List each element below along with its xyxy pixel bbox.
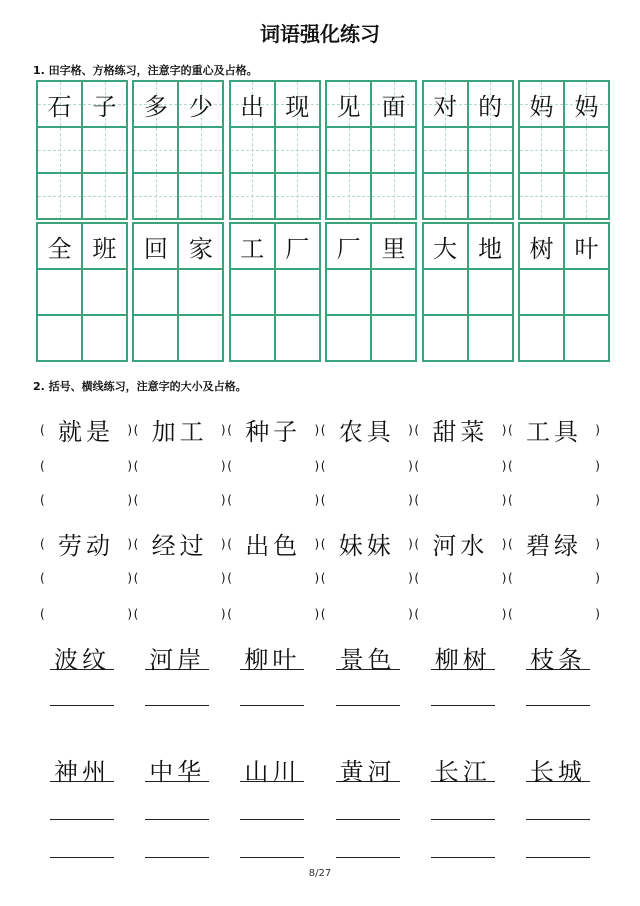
character: 家 (188, 234, 213, 263)
bracket-blank[interactable] (508, 564, 600, 592)
blank-space[interactable] (45, 600, 128, 628)
bracket-word (134, 412, 226, 447)
practice-cell[interactable] (519, 127, 564, 173)
word: 农具 (338, 418, 395, 446)
blank-space[interactable] (232, 486, 315, 514)
practice-cell[interactable] (133, 315, 178, 361)
blank-space[interactable] (325, 600, 408, 628)
open-paren: ( (414, 493, 420, 507)
bracket-row (40, 412, 600, 447)
character: 见 (336, 92, 361, 121)
blank-line[interactable] (240, 828, 304, 858)
line-row (50, 790, 590, 820)
underlined-word: 长江 (431, 752, 495, 782)
open-paren: ( (320, 493, 326, 507)
blank-line[interactable] (336, 828, 400, 858)
open-paren: ( (133, 607, 139, 621)
blank-line[interactable] (336, 790, 400, 820)
close-paren: ) (314, 607, 320, 621)
practice-cell[interactable] (275, 315, 320, 361)
blank-space[interactable] (325, 564, 408, 592)
bracket-row (40, 486, 600, 514)
close-paren: ) (595, 571, 600, 585)
bracket-blank[interactable] (40, 564, 132, 592)
blank-space[interactable] (232, 600, 315, 628)
close-paren: ) (127, 536, 132, 551)
practice-cell[interactable] (37, 173, 82, 219)
open-paren: ( (320, 607, 326, 621)
open-paren: ( (320, 571, 326, 585)
close-paren: ) (408, 422, 413, 437)
practice-cell[interactable] (371, 269, 416, 315)
character: 的 (478, 92, 503, 121)
bracket-blank[interactable] (134, 564, 226, 592)
close-paren: ) (408, 493, 413, 507)
blank-line[interactable] (240, 676, 304, 706)
practice-cell[interactable] (519, 315, 564, 361)
practice-cell[interactable] (326, 269, 371, 315)
practice-cell[interactable] (133, 127, 178, 173)
character: 少 (188, 92, 213, 121)
character: 叶 (574, 234, 599, 263)
word: 碧绿 (525, 532, 582, 560)
practice-cell[interactable] (326, 127, 371, 173)
bracket-word (40, 526, 132, 561)
bracket-blank[interactable] (134, 452, 226, 480)
bracket-row (40, 452, 600, 480)
blank-space[interactable] (513, 564, 596, 592)
practice-cell[interactable] (564, 173, 609, 219)
close-paren: ) (408, 459, 413, 473)
bracket-blank[interactable] (321, 486, 413, 514)
close-paren: ) (127, 459, 132, 473)
open-paren: ( (507, 571, 513, 585)
open-paren: ( (133, 571, 139, 585)
open-paren: ( (227, 607, 232, 621)
character-cell (178, 81, 223, 127)
practice-cell[interactable] (275, 127, 320, 173)
word: 劳动 (58, 532, 114, 560)
practice-cell[interactable] (37, 315, 82, 361)
character: 大 (433, 234, 458, 263)
character-cell (423, 81, 468, 127)
word: 出色 (245, 532, 302, 560)
practice-cell[interactable] (423, 127, 468, 173)
blank-space[interactable] (232, 564, 315, 592)
word-grid-group (229, 222, 321, 362)
blank-line[interactable] (431, 828, 495, 858)
close-paren: ) (220, 571, 226, 585)
close-paren: ) (220, 422, 226, 437)
blank-space[interactable] (45, 564, 128, 592)
close-paren: ) (127, 571, 132, 585)
blank-space[interactable] (325, 486, 408, 514)
blank-space[interactable] (419, 486, 502, 514)
character: 树 (529, 234, 554, 263)
word-grid-group (422, 80, 514, 220)
practice-cell[interactable] (468, 269, 513, 315)
character: 多 (143, 92, 168, 121)
word: 河水 (432, 532, 489, 560)
word-grid-group (36, 80, 128, 220)
bracket-word (134, 526, 226, 561)
blank-line[interactable] (145, 828, 209, 858)
character-cell (564, 81, 609, 127)
open-paren: ( (507, 422, 513, 437)
bracket-row (40, 526, 600, 561)
close-paren: ) (127, 493, 132, 507)
word-grid-group (229, 80, 321, 220)
bracket-blank[interactable] (321, 600, 413, 628)
open-paren: ( (227, 536, 232, 551)
word: 种子 (245, 418, 302, 446)
open-paren: ( (133, 459, 139, 473)
bracket-blank[interactable] (227, 564, 319, 592)
practice-cell[interactable] (275, 269, 320, 315)
word-grid-group (132, 222, 224, 362)
bracket-word (321, 526, 413, 561)
line-row (50, 752, 590, 786)
practice-cell[interactable] (82, 127, 127, 173)
bracket-blank[interactable] (134, 600, 226, 628)
bracket-blank[interactable] (134, 486, 226, 514)
blank-space[interactable] (138, 452, 221, 480)
practice-cell[interactable] (519, 173, 564, 219)
character: 地 (478, 234, 503, 263)
practice-cell[interactable] (133, 269, 178, 315)
underlined-word: 柳树 (431, 640, 495, 670)
character-cell (82, 81, 127, 127)
character: 全 (47, 234, 72, 263)
character: 面 (381, 92, 406, 121)
bracket-blank[interactable] (227, 452, 319, 480)
underlined-word: 景色 (336, 640, 400, 670)
character-cell (519, 223, 564, 269)
close-paren: ) (220, 607, 226, 621)
word: 工具 (525, 418, 582, 446)
bracket-word (227, 526, 319, 561)
character-cell (423, 223, 468, 269)
open-paren: ( (414, 571, 420, 585)
character: 对 (433, 92, 458, 121)
practice-cell[interactable] (468, 173, 513, 219)
character-cell (371, 81, 416, 127)
practice-cell[interactable] (82, 269, 127, 315)
open-paren: ( (414, 607, 420, 621)
underlined-word: 山川 (240, 752, 304, 782)
open-paren: ( (40, 459, 45, 473)
character: 现 (285, 92, 310, 121)
character-cell (275, 81, 320, 127)
close-paren: ) (595, 422, 600, 437)
practice-cell[interactable] (468, 127, 513, 173)
character-cell (468, 81, 513, 127)
underlined-word: 长城 (526, 752, 590, 782)
practice-cell[interactable] (230, 173, 275, 219)
word-grid-group (422, 222, 514, 362)
open-paren: ( (414, 422, 420, 437)
practice-cell[interactable] (178, 127, 223, 173)
close-paren: ) (127, 607, 132, 621)
practice-cell[interactable] (519, 269, 564, 315)
practice-cell[interactable] (564, 127, 609, 173)
character-cell (564, 223, 609, 269)
character-cell (371, 223, 416, 269)
line-row (50, 828, 590, 858)
open-paren: ( (133, 422, 139, 437)
character: 厂 (336, 234, 361, 263)
character-cell (275, 223, 320, 269)
character: 班 (92, 234, 117, 263)
open-paren: ( (227, 459, 232, 473)
blank-line[interactable] (145, 676, 209, 706)
open-paren: ( (320, 422, 326, 437)
question-1: 1. 田字格、方格练习，注意字的重心及占格。 (33, 64, 258, 77)
blank-space[interactable] (232, 452, 315, 480)
character-cell (230, 81, 275, 127)
close-paren: ) (408, 536, 413, 551)
bracket-blank[interactable] (414, 486, 506, 514)
grid-block (36, 222, 610, 362)
word: 甜菜 (432, 418, 489, 446)
bracket-blank[interactable] (414, 452, 506, 480)
character-cell (82, 223, 127, 269)
grid-block (36, 80, 610, 220)
character: 子 (92, 92, 117, 121)
close-paren: ) (220, 493, 226, 507)
word: 妹妹 (338, 532, 395, 560)
open-paren: ( (507, 493, 513, 507)
open-paren: ( (40, 493, 45, 507)
open-paren: ( (40, 536, 45, 551)
open-paren: ( (414, 536, 420, 551)
word: 加工 (151, 418, 208, 446)
open-paren: ( (227, 493, 232, 507)
page-number: 8/27 (308, 868, 332, 879)
bracket-row (40, 564, 600, 592)
close-paren: ) (501, 536, 507, 551)
close-paren: ) (314, 422, 320, 437)
question-2: 2. 括号、横线练习，注意字的大小及占格。 (33, 380, 247, 393)
open-paren: ( (40, 422, 45, 437)
blank-space[interactable] (513, 486, 596, 514)
bracket-blank[interactable] (321, 452, 413, 480)
blank-space[interactable] (138, 600, 221, 628)
character-cell (133, 223, 178, 269)
word-grid-group (132, 80, 224, 220)
character-cell (37, 223, 82, 269)
character: 妈 (529, 92, 554, 121)
practice-cell[interactable] (371, 315, 416, 361)
open-paren: ( (40, 571, 45, 585)
close-paren: ) (314, 493, 320, 507)
close-paren: ) (595, 493, 600, 507)
underlined-word: 柳叶 (240, 640, 304, 670)
close-paren: ) (595, 607, 600, 621)
blank-space[interactable] (45, 452, 128, 480)
blank-space[interactable] (45, 486, 128, 514)
underlined-word: 枝条 (526, 640, 590, 670)
line-row (50, 640, 590, 674)
character-cell (178, 223, 223, 269)
close-paren: ) (220, 536, 226, 551)
character-cell (468, 223, 513, 269)
character: 厂 (285, 234, 310, 263)
character: 里 (381, 234, 406, 263)
page-title: 词语强化练习 (260, 22, 380, 46)
underlined-word: 河岸 (145, 640, 209, 670)
bracket-blank[interactable] (227, 600, 319, 628)
close-paren: ) (595, 536, 600, 551)
blank-line[interactable] (50, 676, 114, 706)
bracket-blank[interactable] (40, 600, 132, 628)
character: 妈 (574, 92, 599, 121)
word-grid-group (325, 222, 417, 362)
character: 石 (47, 92, 72, 121)
close-paren: ) (501, 493, 507, 507)
practice-cell[interactable] (371, 127, 416, 173)
blank-line[interactable] (431, 790, 495, 820)
character: 回 (143, 234, 168, 263)
practice-cell[interactable] (37, 127, 82, 173)
bracket-blank[interactable] (508, 486, 600, 514)
bracket-word (321, 412, 413, 447)
blank-line[interactable] (336, 676, 400, 706)
bracket-row (40, 600, 600, 628)
word-grid-group (518, 80, 610, 220)
open-paren: ( (40, 607, 45, 621)
bracket-blank[interactable] (321, 564, 413, 592)
open-paren: ( (133, 536, 139, 551)
blank-line[interactable] (145, 790, 209, 820)
bracket-blank[interactable] (40, 486, 132, 514)
blank-line[interactable] (50, 828, 114, 858)
word-grid-group (36, 222, 128, 362)
practice-cell[interactable] (423, 315, 468, 361)
close-paren: ) (314, 571, 320, 585)
bracket-blank[interactable] (40, 452, 132, 480)
practice-cell[interactable] (468, 315, 513, 361)
character-cell (519, 81, 564, 127)
close-paren: ) (408, 571, 413, 585)
practice-cell[interactable] (371, 173, 416, 219)
blank-line[interactable] (526, 790, 590, 820)
word: 就是 (58, 418, 114, 446)
open-paren: ( (320, 536, 326, 551)
open-paren: ( (507, 536, 513, 551)
character-cell (326, 223, 371, 269)
practice-cell[interactable] (564, 315, 609, 361)
close-paren: ) (314, 459, 320, 473)
practice-cell[interactable] (178, 269, 223, 315)
word-grid-group (518, 222, 610, 362)
character: 工 (240, 234, 265, 263)
bracket-word (508, 412, 600, 447)
blank-space[interactable] (138, 564, 221, 592)
character: 出 (240, 92, 265, 121)
blank-space[interactable] (513, 600, 596, 628)
open-paren: ( (320, 459, 326, 473)
bracket-blank[interactable] (414, 564, 506, 592)
open-paren: ( (227, 571, 232, 585)
close-paren: ) (501, 422, 507, 437)
open-paren: ( (133, 493, 139, 507)
underlined-word: 神州 (50, 752, 114, 782)
bracket-word (414, 526, 506, 561)
close-paren: ) (127, 422, 132, 437)
blank-line[interactable] (431, 676, 495, 706)
close-paren: ) (314, 536, 320, 551)
practice-cell[interactable] (423, 173, 468, 219)
close-paren: ) (595, 459, 600, 473)
blank-line[interactable] (50, 790, 114, 820)
line-row (50, 676, 590, 706)
blank-space[interactable] (138, 486, 221, 514)
blank-line[interactable] (240, 790, 304, 820)
practice-cell[interactable] (564, 269, 609, 315)
blank-space[interactable] (513, 452, 596, 480)
practice-cell[interactable] (326, 173, 371, 219)
blank-space[interactable] (419, 600, 502, 628)
word: 经过 (151, 532, 208, 560)
close-paren: ) (501, 607, 507, 621)
character-cell (230, 223, 275, 269)
underlined-word: 中华 (145, 752, 209, 782)
practice-cell[interactable] (230, 127, 275, 173)
character-cell (326, 81, 371, 127)
bracket-word (40, 412, 132, 447)
open-paren: ( (507, 459, 513, 473)
blank-line[interactable] (526, 676, 590, 706)
practice-cell[interactable] (37, 269, 82, 315)
underlined-word: 波纹 (50, 640, 114, 670)
practice-cell[interactable] (326, 315, 371, 361)
practice-cell[interactable] (82, 173, 127, 219)
close-paren: ) (408, 607, 413, 621)
blank-space[interactable] (419, 452, 502, 480)
bracket-blank[interactable] (508, 600, 600, 628)
blank-space[interactable] (325, 452, 408, 480)
blank-line[interactable] (526, 828, 590, 858)
bracket-word (414, 412, 506, 447)
close-paren: ) (220, 459, 226, 473)
bracket-word (227, 412, 319, 447)
bracket-blank[interactable] (414, 600, 506, 628)
open-paren: ( (414, 459, 420, 473)
bracket-blank[interactable] (227, 486, 319, 514)
practice-cell[interactable] (230, 269, 275, 315)
underlined-word: 黄河 (336, 752, 400, 782)
character-cell (37, 81, 82, 127)
practice-cell[interactable] (230, 315, 275, 361)
word-grid-group (325, 80, 417, 220)
open-paren: ( (507, 607, 513, 621)
practice-cell[interactable] (178, 173, 223, 219)
character-cell (133, 81, 178, 127)
blank-space[interactable] (419, 564, 502, 592)
practice-cell[interactable] (178, 315, 223, 361)
close-paren: ) (501, 459, 507, 473)
open-paren: ( (227, 422, 232, 437)
practice-cell[interactable] (423, 269, 468, 315)
bracket-blank[interactable] (508, 452, 600, 480)
practice-cell[interactable] (275, 173, 320, 219)
bracket-word (508, 526, 600, 561)
practice-cell[interactable] (82, 315, 127, 361)
close-paren: ) (501, 571, 507, 585)
practice-cell[interactable] (133, 173, 178, 219)
